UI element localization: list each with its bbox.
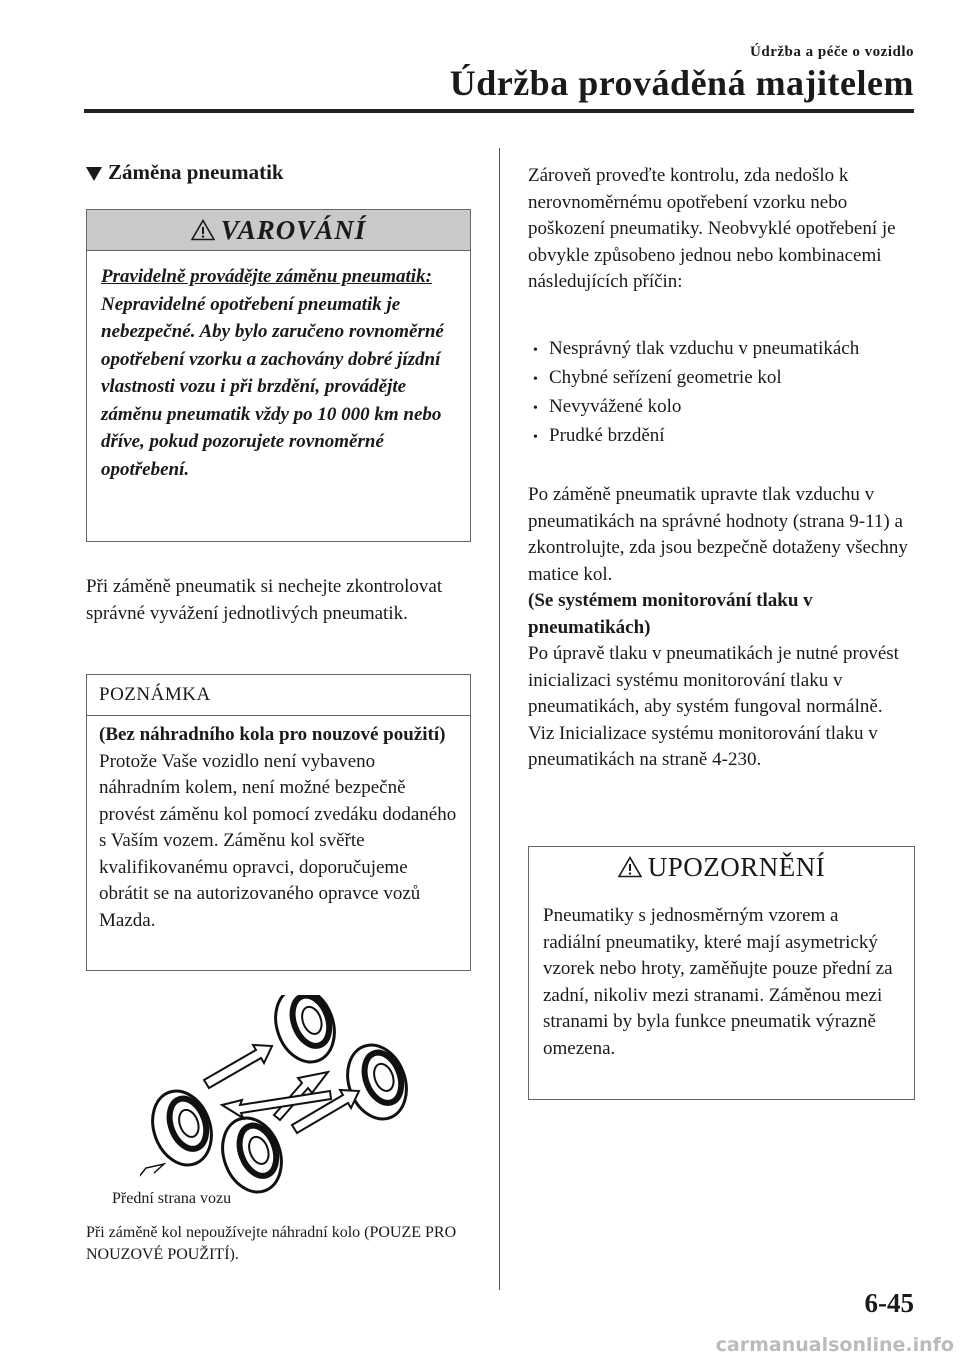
front-right-tire-icon [338,1037,417,1128]
list-item: • Prudké brzdění [533,422,859,451]
tpms-heading: (Se systémem monitorování tlaku v pneumatikách) [528,590,813,638]
bullet-icon: • [533,430,538,445]
rear-right-tire-icon [213,1110,292,1195]
wear-check-paragraph: Zároveň proveďte kontrolu, zda nedošlo k nerovnoměrnému opotřebení vzorku nebo poškození pneumatiky. Neobvyklé opotřebení je obvykle způsobeno jednou nebo kombinacemi následujících příčin: [528,165,896,292]
tpms-reference: Viz Inicializace systému monitorování tlaku v pneumatikách na straně 4-230. [528,722,878,770]
balancing-paragraph: Při záměně pneumatik si nechejte zkontrolovat správné vyvážení jednotlivých pneumatik. [86,576,443,624]
header-divider [84,109,914,113]
caution-header [529,847,914,887]
warning-triangle-icon [191,219,215,241]
note-subtitle: (Bez náhradního kola pro nouzové použití) [99,724,446,745]
note-text: Protože Vaše vozidlo není vybaveno náhradním kolem, není možné bezpečně provést záměnu kol pomocí zvedáku dodaného s Vaším vozem. Záměnu kol svěřte kvalifikovanému opravci, doporučujeme obrátit se na autorizovaného opravce vozů Mazda. [99,750,457,931]
caution-title: UPOZORNĚNÍ [647,851,826,882]
caution-text: Pneumatiky s jednosměrným vzorem a radiální pneumatiky, které mají asymetrický vzorek nebo hroty, zaměňujte pouze přední za zadní, nikoliv mezi stranami. Záměnou mezi stranami by byla funkce pneumatik výrazně omezena. [543,905,893,1059]
note-body [87,716,470,934]
bullet-icon: • [533,343,538,358]
wear-causes-list [533,335,859,451]
list-item: • Nevyvážené kolo [533,393,859,422]
section-heading-text: Záměna pneumatik [108,160,284,184]
column-divider [499,148,500,1290]
page-number: 6-45 [864,1288,914,1318]
list-item: • Chybné seřízení geometrie kol [533,364,859,393]
pressure-paragraph: Po záměně pneumatik upravte tlak vzduchu v pneumatikách na správné hodnoty (strana 9-11) a zkontrolujte, zda jsou bezpečně dotaženy všechny matice kol. [528,484,908,585]
warning-header [87,210,470,251]
section-heading [86,160,284,185]
warning-text: Nepravidelné opotřebení pneumatik je nebezpečné. Aby bylo zaručeno rovnoměrné opotřebení vzorku a zachovány dobré jízdní vlastnosti vozu i při brzdění, provádějte záměnu pneumatik vždy po 10 000 km nebo dříve, pokud pozorujete rovnoměrné opotřebení. [101,293,444,480]
warning-title: VAROVÁNÍ [220,214,367,245]
front-left-tire-icon [266,995,345,1070]
spare-wheel-note: Při záměně kol nepoužívejte náhradní kolo (POUZE PRO NOUZOVÉ POUŽITÍ). [86,1224,457,1263]
note-title: POZNÁMKA [87,675,470,716]
page-title: Údržba prováděná majitelem [449,63,914,103]
bullet-icon: • [533,401,538,416]
bullet-icon: • [533,372,538,387]
tire-rotation-figure [140,995,460,1195]
caution-triangle-icon [618,856,642,878]
running-header-section: Údržba a péče o vozidlo [750,44,914,60]
vehicle-front-pointer-icon [140,1164,164,1183]
figure-caption: Přední strana vozu [112,1190,232,1207]
pressure-section [528,482,928,774]
caution-box [528,846,915,1100]
rear-left-tire-icon [143,1083,222,1174]
rotation-arrow-icon [204,1045,272,1088]
triangle-marker-icon [86,167,102,181]
tpms-paragraph: Po úpravě tlaku v pneumatikách je nutné provést inicializaci systému monitorování tlaku v pneumatikách, aby systém fungoval normálně. [528,643,899,717]
watermark: carmanualsonline.info [715,1334,954,1356]
warning-lead: Pravidelně provádějte záměnu pneumatik: [101,266,432,287]
note-box [86,674,471,971]
warning-body [87,251,470,483]
warning-box [86,209,471,542]
list-item: • Nesprávný tlak vzduchu v pneumatikách [533,335,859,364]
